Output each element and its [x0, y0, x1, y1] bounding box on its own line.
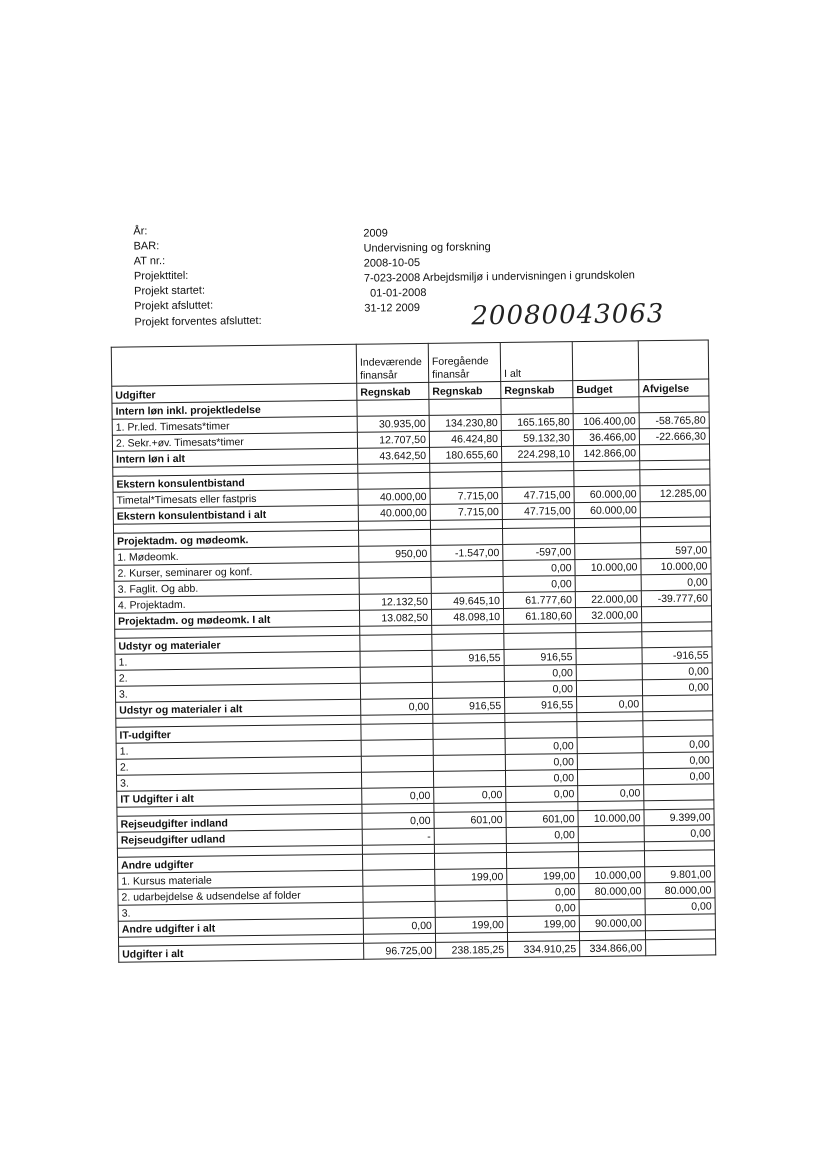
- table-cell: [578, 826, 644, 843]
- table-cell: 36.466,00: [573, 429, 639, 446]
- table-cell: [646, 939, 716, 956]
- table-cell: [431, 560, 503, 577]
- table-cell: [575, 543, 641, 560]
- table-cell: [433, 722, 505, 739]
- table-cell: 10.000,00: [641, 558, 711, 575]
- table-cell: [435, 900, 507, 917]
- meta-value: 7-023-2008 Arbejdsmiljø i undervisningen i grundskolen: [363, 269, 635, 285]
- table-cell: [502, 471, 574, 488]
- table-cell: [360, 682, 432, 699]
- table-cell: 334.866,00: [580, 940, 646, 957]
- table-cell: 12.285,00: [640, 485, 710, 502]
- table-cell: [576, 680, 642, 697]
- expense-table: [111, 339, 716, 962]
- table-cell: 0,00: [505, 738, 577, 755]
- table-cell: 0,00: [578, 785, 644, 802]
- table-cell: 916,55: [432, 649, 504, 666]
- meta-label: År:: [133, 225, 148, 238]
- table-cell: 916,55: [433, 697, 505, 714]
- table-cell: 106.400,00: [573, 413, 639, 430]
- row-label: 3. Faglit. Og abb.: [114, 578, 359, 597]
- table-cell: [577, 737, 643, 754]
- table-cell: 43.642,50: [358, 447, 430, 464]
- table-cell: [360, 634, 432, 651]
- table-cell: [640, 501, 710, 518]
- table-cell: 10.000,00: [575, 559, 641, 576]
- row-label: Rejseudgifter udland: [117, 829, 362, 848]
- table-cell: [577, 753, 643, 770]
- table-cell: 238.185,25: [436, 941, 508, 958]
- table-cell: 40.000,00: [358, 504, 430, 521]
- table-cell: -: [362, 828, 434, 845]
- table-cell: [641, 526, 711, 543]
- row-label: IT Udgifter i alt: [117, 788, 362, 807]
- table-cell: 0,00: [503, 560, 575, 577]
- table-cell: 61.180,60: [503, 608, 575, 625]
- table-cell: 0,00: [503, 576, 575, 593]
- table-cell: 60.000,00: [574, 486, 640, 503]
- table-cell: [359, 529, 431, 546]
- table-cell: [359, 561, 431, 578]
- table-cell: 12.132,50: [359, 593, 431, 610]
- table-cell: Budget: [573, 380, 639, 398]
- table-cell: [641, 606, 711, 623]
- table-cell: 0,00: [642, 679, 712, 696]
- table-cell: [431, 576, 503, 593]
- meta-label: Projekt forventes afsluttet:: [134, 314, 262, 329]
- row-label: IT-udgifter: [116, 724, 361, 743]
- table-cell: [572, 341, 638, 381]
- table-cell: 597,00: [641, 542, 711, 559]
- table-cell: [432, 681, 504, 698]
- table-cell: 334.910,25: [508, 941, 580, 958]
- row-label: Projektadm. og mødeomk.: [114, 530, 359, 549]
- meta-value: 2009: [363, 227, 388, 240]
- table-cell: 199,00: [435, 916, 507, 933]
- table-cell: 46.424,80: [429, 430, 501, 447]
- table-cell: [639, 444, 709, 461]
- table-cell: [501, 398, 573, 415]
- table-cell: 0,00: [504, 681, 576, 698]
- table-cell: 12.707,50: [357, 431, 429, 448]
- row-label: Rejseudgifter indland: [117, 813, 362, 832]
- table-cell: 950,00: [359, 545, 431, 562]
- meta-value: 31-12 2009: [364, 301, 421, 315]
- table-cell: 7.715,00: [430, 487, 502, 504]
- row-label: Andre udgifter i alt: [118, 918, 363, 937]
- table-cell: 40.000,00: [358, 488, 430, 505]
- table-cell: 30.935,00: [357, 415, 429, 432]
- handwritten-number: 20080043063: [471, 298, 665, 332]
- table-cell: 0,00: [362, 812, 434, 829]
- table-cell: 90.000,00: [579, 915, 645, 932]
- table-cell: [575, 527, 641, 544]
- table-cell: 199,00: [507, 916, 579, 933]
- table-cell: -39.777,60: [641, 590, 711, 607]
- table-cell: 49.645,10: [431, 592, 503, 609]
- table-cell: 59.132,30: [501, 430, 573, 447]
- table-cell: Regnskab: [357, 382, 429, 400]
- table-cell: [358, 472, 430, 489]
- table-cell: 180.655,60: [430, 446, 502, 463]
- table-cell: 0,00: [505, 770, 577, 787]
- row-label: 2. Sekr.+øv. Timesats*timer: [112, 432, 357, 451]
- table-cell: [505, 722, 577, 739]
- table-cell: [359, 577, 431, 594]
- table-cell: [576, 664, 642, 681]
- table-cell: [433, 770, 505, 787]
- table-cell: 0,00: [361, 698, 433, 715]
- row-label: Andre udgifter: [117, 854, 362, 873]
- meta-label: Projekttitel:: [133, 269, 189, 283]
- table-cell: Foregående finansår: [428, 342, 500, 382]
- meta-value: Undervisning og forskning: [363, 241, 491, 255]
- table-cell: [361, 723, 433, 740]
- row-label: 2.: [116, 756, 361, 775]
- table-cell: 61.777,60: [503, 592, 575, 609]
- table-cell: [362, 853, 434, 870]
- table-cell: 32.000,00: [575, 607, 641, 624]
- table-cell: 96.725,00: [364, 942, 436, 959]
- table-cell: 601,00: [506, 811, 578, 828]
- table-cell: -1.547,00: [431, 544, 503, 561]
- table-cell: 0,00: [644, 825, 714, 842]
- table-cell: [433, 754, 505, 771]
- table-cell: [432, 633, 504, 650]
- row-label: 2. udarbejdelse & udsendelse af folder: [118, 886, 363, 905]
- row-label: 2.: [115, 667, 360, 686]
- row-label: 1.: [116, 740, 361, 759]
- table-cell: [578, 851, 644, 868]
- table-cell: 0,00: [507, 884, 579, 901]
- table-cell: 0,00: [504, 665, 576, 682]
- table-cell: [431, 528, 503, 545]
- table-cell: 916,55: [505, 697, 577, 714]
- row-label: 3.: [115, 683, 360, 702]
- table-cell: 47.715,00: [502, 503, 574, 520]
- table-cell: [361, 739, 433, 756]
- table-cell: [574, 470, 640, 487]
- table-cell: [644, 784, 714, 801]
- table-cell: [577, 721, 643, 738]
- table-cell: 0,00: [641, 574, 711, 591]
- table-cell: [363, 869, 435, 886]
- row-label: 1. Mødeomk.: [114, 546, 359, 565]
- table-cell: Regnskab: [429, 381, 501, 399]
- row-label: 3.: [116, 772, 361, 791]
- row-label: Udgifter: [112, 383, 357, 403]
- table-cell: [643, 695, 713, 712]
- row-label: 3.: [118, 902, 363, 921]
- table-cell: [639, 396, 709, 413]
- table-cell: 10.000,00: [578, 810, 644, 827]
- table-cell: 0,00: [434, 786, 506, 803]
- row-label: Udgifter i alt: [119, 943, 364, 962]
- table-cell: 0,00: [645, 898, 715, 915]
- table-cell: -916,55: [642, 647, 712, 664]
- table-cell: [645, 914, 715, 931]
- row-label: Projektadm. og mødeomk. I alt: [115, 610, 360, 629]
- table-cell: [640, 469, 710, 486]
- table-cell: [638, 340, 708, 380]
- table-cell: [434, 852, 506, 869]
- table-cell: 80.000,00: [645, 882, 715, 899]
- table-cell: 22.000,00: [575, 591, 641, 608]
- table-cell: [357, 399, 429, 416]
- row-label: 1. Pr.led. Timesats*timer: [112, 416, 357, 435]
- table-cell: [506, 852, 578, 869]
- table-cell: 0,00: [643, 752, 713, 769]
- table-cell: 60.000,00: [574, 502, 640, 519]
- table-cell: 601,00: [434, 811, 506, 828]
- table-cell: 165.165,80: [501, 414, 573, 431]
- table-cell: [575, 575, 641, 592]
- table-cell: [429, 398, 501, 415]
- row-label: Timetal*Timesats eller fastpris: [113, 489, 358, 508]
- table-cell: [361, 755, 433, 772]
- table-cell: I alt: [500, 342, 572, 382]
- meta-value: 01-01-2008: [370, 286, 427, 300]
- table-cell: 0,00: [577, 696, 643, 713]
- table-cell: 0,00: [506, 786, 578, 803]
- table-cell: 0,00: [643, 736, 713, 753]
- table-cell: 13.082,50: [359, 609, 431, 626]
- table-cell: 0,00: [362, 787, 434, 804]
- table-cell: [644, 850, 714, 867]
- table-cell: -597,00: [503, 544, 575, 561]
- table-cell: 199,00: [507, 868, 579, 885]
- row-label: 1.: [115, 651, 360, 670]
- row-label: [111, 344, 356, 386]
- meta-label: Projekt startet:: [134, 284, 206, 298]
- table-cell: [360, 666, 432, 683]
- row-label: Udstyr og materialer: [115, 635, 360, 654]
- meta-label: AT nr.:: [133, 255, 166, 268]
- table-cell: 134.230,80: [429, 414, 501, 431]
- table-cell: [430, 471, 502, 488]
- table-cell: [643, 720, 713, 737]
- table-cell: -58.765,80: [639, 412, 709, 429]
- table-cell: 80.000,00: [579, 883, 645, 900]
- table-cell: [435, 884, 507, 901]
- table-cell: [576, 648, 642, 665]
- table-cell: 9.801,00: [645, 866, 715, 883]
- table-cell: 0,00: [643, 768, 713, 785]
- table-cell: 0,00: [505, 754, 577, 771]
- row-label: Udstyr og materialer i alt: [116, 699, 361, 718]
- meta-label: BAR:: [133, 240, 160, 253]
- row-label: Ekstern konsulentbistand: [113, 473, 358, 492]
- table-cell: 224.298,10: [502, 446, 574, 463]
- table-cell: 142.866,00: [574, 445, 640, 462]
- table-cell: [432, 665, 504, 682]
- table-cell: Afvigelse: [639, 379, 709, 397]
- row-label: 2. Kurser, seminarer og konf.: [114, 562, 359, 581]
- meta-value: 2008-10-05: [363, 256, 421, 270]
- table-cell: [642, 631, 712, 648]
- row-label: 1. Kursus materiale: [118, 870, 363, 889]
- meta-label: Projekt afsluttet:: [134, 299, 214, 313]
- row-label: Ekstern konsulentbistand i alt: [113, 505, 358, 524]
- table-cell: [579, 899, 645, 916]
- table-cell: 48.098,10: [431, 608, 503, 625]
- table-cell: 0,00: [363, 917, 435, 934]
- table-cell: 47.715,00: [502, 487, 574, 504]
- table-cell: [503, 528, 575, 545]
- table-cell: [434, 827, 506, 844]
- table-cell: 199,00: [435, 868, 507, 885]
- table-cell: -22.666,30: [639, 428, 709, 445]
- table-cell: 916,55: [504, 649, 576, 666]
- row-label: Intern løn i alt: [113, 448, 358, 467]
- table-cell: [360, 650, 432, 667]
- table-cell: 10.000,00: [579, 867, 645, 884]
- table-cell: [363, 885, 435, 902]
- table-cell: [504, 633, 576, 650]
- table-cell: Indeværende finansår: [356, 343, 428, 383]
- table-cell: [576, 632, 642, 649]
- table-cell: 7.715,00: [430, 503, 502, 520]
- table-cell: 9.399,00: [644, 809, 714, 826]
- table-cell: [577, 769, 643, 786]
- table-cell: [361, 771, 433, 788]
- table-cell: 0,00: [507, 900, 579, 917]
- row-label: Intern løn inkl. projektledelse: [112, 400, 357, 419]
- table-cell: 0,00: [642, 663, 712, 680]
- table-cell: Regnskab: [501, 381, 573, 399]
- row-label: 4. Projektadm.: [114, 594, 359, 613]
- table-cell: 0,00: [506, 827, 578, 844]
- table-cell: [363, 901, 435, 918]
- table-cell: [573, 397, 639, 414]
- table-cell: [433, 738, 505, 755]
